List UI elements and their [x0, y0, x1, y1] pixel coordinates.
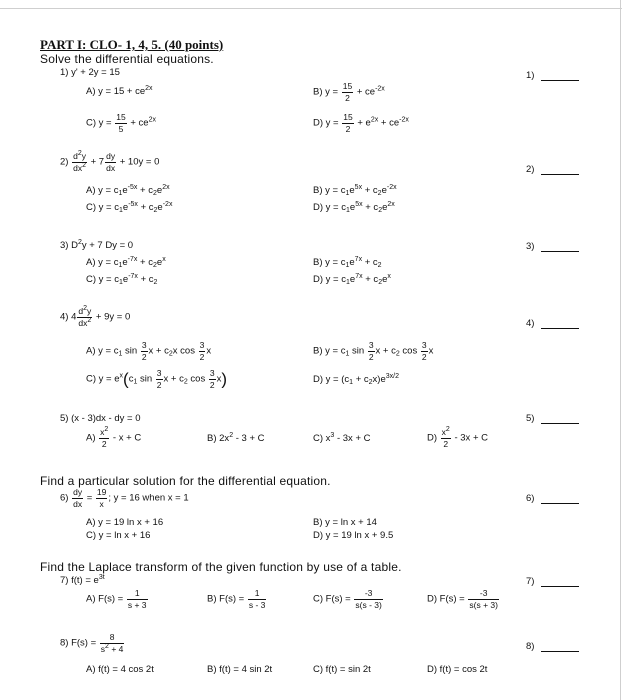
q4-option-a[interactable]: A) $y = c_1$ sin $\frac{3}{2}$ $x + c_2x$ cos $\frac{3}{2}$ x	[86, 340, 212, 362]
page-border-right	[620, 0, 621, 700]
q6-option-c[interactable]: C) y = ln x + 16	[86, 530, 151, 541]
q8-option-c[interactable]: C) f(t) = sin 2t	[313, 664, 371, 675]
question-7: 7) $f(t) = e^{3t}$	[60, 574, 105, 586]
q2-option-d[interactable]: D) $y = c_1e^{5x} + c_2e^{2x}$	[313, 201, 395, 214]
question-2: 2) $\frac{d^2y}{dx^2}$ + 7 $\frac{dy}{dx}$ + 10y = 0	[60, 150, 160, 173]
answer-blank-1[interactable]	[541, 80, 579, 81]
answer-label-4: 4)	[526, 318, 535, 329]
question-5: 5) (x - 3)dx - dy = 0	[60, 413, 141, 424]
q4-option-c[interactable]: C) $y = e^x(c_1$ sin $\frac{3}{2}$ $x + c_2$ cos $\frac{3}{2}$ x)	[86, 368, 227, 390]
q1-option-c[interactable]: C) y = $\frac{15}{5}$ + $ce^{2x}$	[86, 112, 156, 134]
answer-blank-3[interactable]	[541, 251, 579, 252]
q8-option-b[interactable]: B) f(t) = 4 sin 2t	[207, 664, 273, 675]
q6-option-a[interactable]: A) y = 19 ln x + 16	[86, 517, 164, 528]
answer-blank-5[interactable]	[541, 423, 579, 424]
question-3: 3) $D^2y + 7$ Dy = 0	[60, 239, 134, 251]
answer-blank-7[interactable]	[541, 586, 579, 587]
q7-option-c[interactable]: C) F(s) = $\frac{-3}{s(s - 3)}$	[313, 588, 382, 610]
answer-label-5: 5)	[526, 413, 535, 424]
answer-blank-8[interactable]	[541, 651, 579, 652]
q2-option-a[interactable]: A) $y = c_1e^{-5x} + c_2e^{2x}$	[86, 184, 170, 197]
q1-option-b[interactable]: B) y = $\frac{15}{2}$ + $ce^{-2x}$	[313, 81, 385, 103]
question-8: 8) F(s) = $\frac{8}{s^2 + 4}$	[60, 632, 124, 654]
instruction-particular: Find a particular solution for the differential equation.	[40, 474, 331, 488]
part-title: PART I: CLO- 1, 4, 5. (40 points)	[40, 37, 224, 52]
q5-option-a[interactable]: A) $\frac{x^2}{2}$ - x + C	[86, 426, 142, 449]
q7-option-b[interactable]: B) F(s) = $\frac{1}{s - 3}$	[207, 588, 266, 610]
answer-blank-2[interactable]	[541, 174, 579, 175]
answer-blank-6[interactable]	[541, 503, 579, 504]
q5-option-d[interactable]: D) $\frac{x^2}{2}$ - 3x + C	[427, 426, 488, 449]
q7-option-d[interactable]: D) F(s) = $\frac{-3}{s(s + 3)}$	[427, 588, 498, 610]
q4-option-d[interactable]: D) $y = (c_1 + c_2x)e^{3x/2}$	[313, 373, 399, 386]
q5-option-b[interactable]: B) $2x^2 - 3 + C$	[207, 432, 265, 444]
q4-option-b[interactable]: B) $y = c_1$ sin $\frac{3}{2}$ $x + c_2$ cos $\frac{3}{2}$ x	[313, 340, 434, 362]
answer-label-8: 8)	[526, 641, 535, 652]
q5-option-c[interactable]: C) $x^3 - 3x + C$	[313, 432, 371, 444]
q8-option-a[interactable]: A) f(t) = 4 cos 2t	[86, 664, 154, 675]
q3-option-c[interactable]: C) $y = c_1e^{-7x} + c_2$	[86, 273, 158, 286]
q2-option-c[interactable]: C) $y = c_1e^{-5x} + c_2e^{-2x}$	[86, 201, 173, 214]
answer-label-2: 2)	[526, 164, 535, 175]
answer-blank-4[interactable]	[541, 328, 579, 329]
q1-option-a[interactable]: A) $y = 15 + ce^{2x}$	[86, 85, 153, 97]
q7-option-a[interactable]: A) F(s) = $\frac{1}{s + 3}$	[86, 588, 147, 610]
q3-option-d[interactable]: D) $y = c_1e^{7x} + c_2e^x$	[313, 273, 391, 286]
q1-option-d[interactable]: D) y = $\frac{15}{2}$ + $e^{2x} + ce^{-2x}$	[313, 112, 409, 134]
instruction-solve: Solve the differential equations.	[40, 52, 214, 66]
question-6: 6) $\frac{dy}{dx}$ = $\frac{19}{x}$ ; y = 16 when x = 1	[60, 487, 189, 509]
q2-option-b[interactable]: B) $y = c_1e^{5x} + c_2e^{-2x}$	[313, 184, 397, 197]
answer-label-7: 7)	[526, 576, 535, 587]
q3-option-b[interactable]: B) $y = c_1e^{7x} + c_2$	[313, 256, 382, 269]
answer-label-1: 1)	[526, 70, 535, 81]
q3-option-a[interactable]: A) $y = c_1e^{-7x} + c_2e^x$	[86, 256, 166, 269]
question-1: 1) y' + 2y = 15	[60, 67, 120, 78]
q6-option-b[interactable]: B) y = ln x + 14	[313, 517, 377, 528]
question-4: 4) 4 $\frac{d^2y}{dx^2}$ + 9y = 0	[60, 305, 131, 328]
q6-option-d[interactable]: D) y = 19 ln x + 9.5	[313, 530, 394, 541]
answer-label-6: 6)	[526, 493, 535, 504]
page-border-top	[0, 8, 622, 9]
q8-option-d[interactable]: D) f(t) = cos 2t	[427, 664, 488, 675]
instruction-laplace: Find the Laplace transform of the given function by use of a table.	[40, 560, 402, 574]
answer-label-3: 3)	[526, 241, 535, 252]
